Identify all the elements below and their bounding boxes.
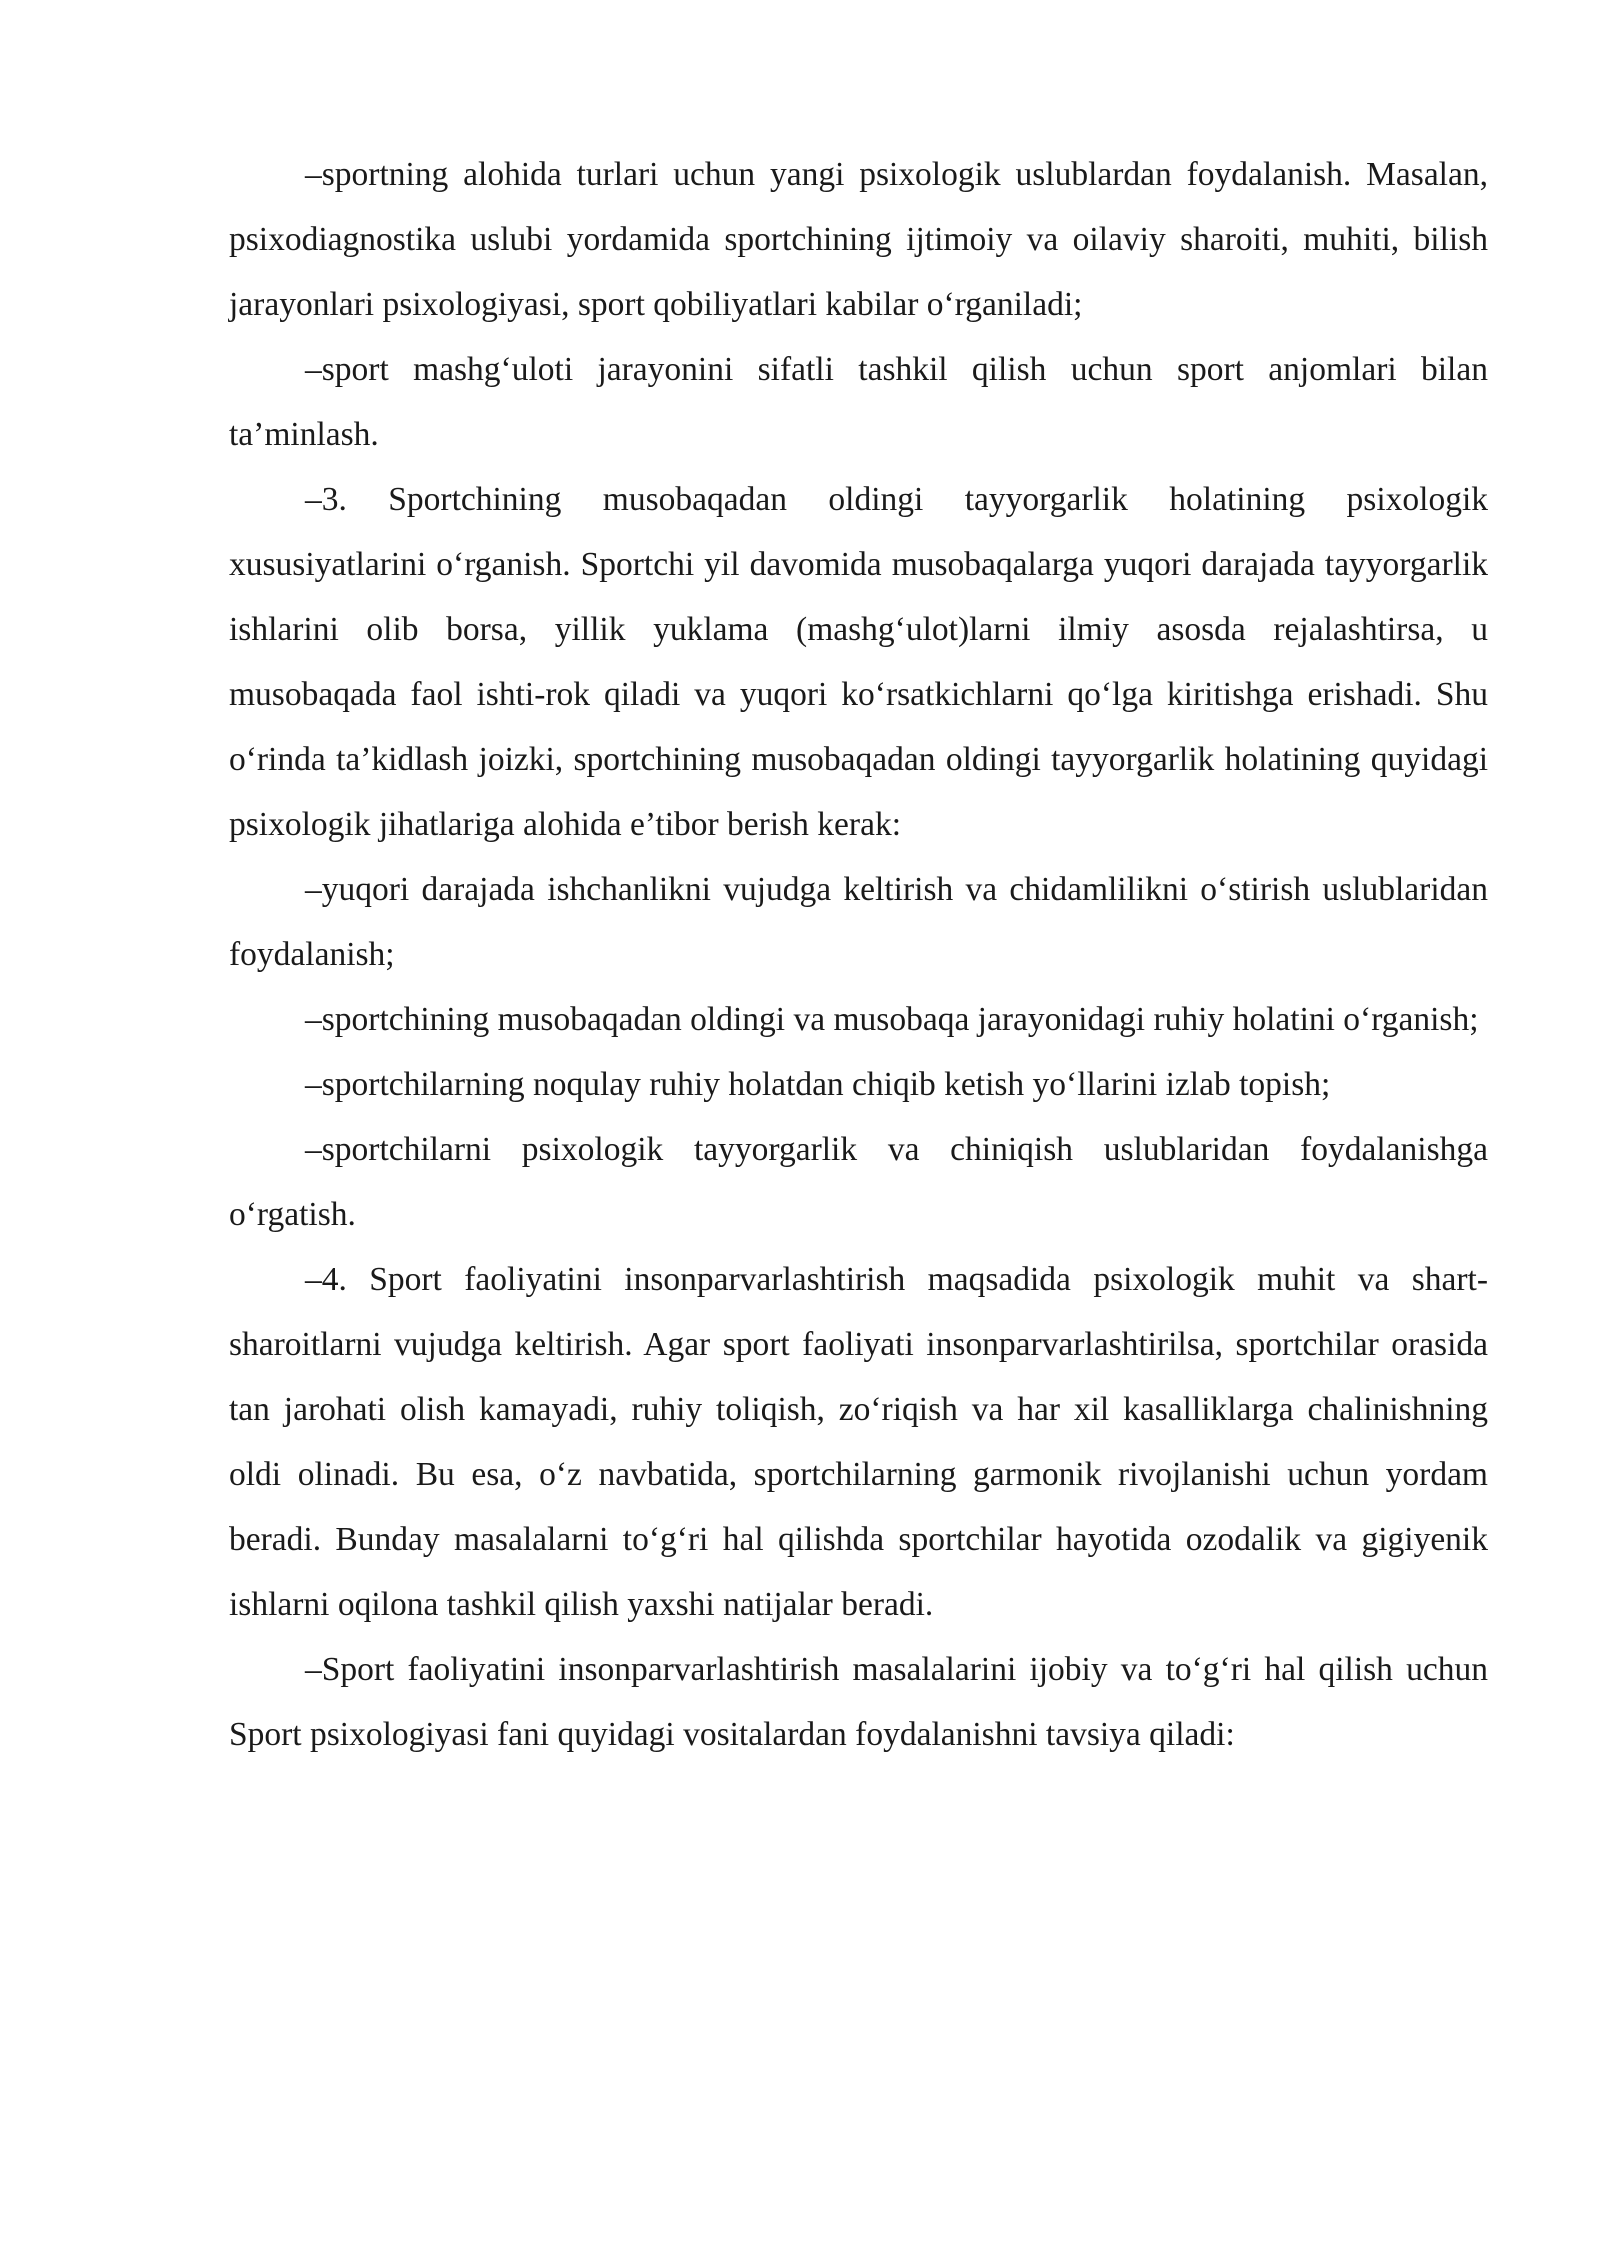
paragraph-section-4: –4. Sport faoliyatini insonparvarlashtirish maqsadida psixologik muhit va shart-sharoitlarni vujudga keltirish. Agar sport faoliyati insonparvarlashtirilsa, sportchilar orasida tan jarohati olish kamayadi, ruhiy toliqish, zo‘riqish va har xil kasalliklarga chalinishning oldi olinadi. Bu esa, o‘z navbatida, sportchilarning garmonik rivojlanishi uchun yordam beradi. Bunday masalalarni to‘g‘ri hal qilishda sportchilar hayotida ozodalik va gigiyenik ishlarni oqilona tashkil qilish yaxshi natijalar beradi. — [229, 1261, 1488, 1623]
paragraph-section-3: –3. Sportchining musobaqadan oldingi tayyorgarlik holatining psixologik xususiyatlarini o‘rganish. Sportchi yil davomida musobaqalarga yuqori darajada tayyorgarlik ishlarini olib borsa, yillik yuklama (mashg‘ulot)larni ilmiy asosda rejalashtirsa, u musobaqada faol ishti-rok qiladi va yuqori ko‘rsatkichlarni qo‘lga kiritishga erishadi. Shu o‘rinda ta’kidlash joizki, sportchining musobaqadan oldingi tayyorgarlik holatining quyidagi psixologik jihatlariga alohida e’tibor berish kerak: — [229, 481, 1488, 843]
paragraph-sport-types-methods: –sportning alohida turlari uchun yangi psixologik uslublardan foydalanish. Masalan, psixodiagnostika uslubi yordamida sportchining ijtimoiy va oilaviy sharoiti, muhiti, bilish jarayonlari psixologiyasi, sport qobiliyatlari kabilar o‘rganiladi; — [229, 156, 1488, 323]
paragraph-sport-equipment: –sport mashg‘uloti jarayonini sifatli tashkil qilish uchun sport anjomlari bilan ta’minlash. — [229, 351, 1488, 453]
paragraph-recommendation: –Sport faoliyatini insonparvarlashtirish masalalarini ijobiy va to‘g‘ri hal qilish uchun Sport psixologiyasi fani quyidagi vositalardan foydalanishni tavsiya qiladi: — [229, 1651, 1488, 1753]
paragraph-ways-out: –sportchilarning noqulay ruhiy holatdan chiqib ketish yo‘llarini izlab topish; — [305, 1066, 1331, 1103]
paragraph-mental-state: –sportchining musobaqadan oldingi va musobaqa jarayonidagi ruhiy holatini o‘rganish; — [305, 1001, 1479, 1038]
paragraph-work-capacity: –yuqori darajada ishchanlikni vujudga keltirish va chidamlilikni o‘stirish uslublaridan foydalanish; — [229, 871, 1488, 973]
document-page — [229, 142, 1488, 1767]
paragraph-psych-training: –sportchilarni psixologik tayyorgarlik va chiniqish uslublaridan foydalanishga o‘rgatish. — [229, 1131, 1488, 1233]
